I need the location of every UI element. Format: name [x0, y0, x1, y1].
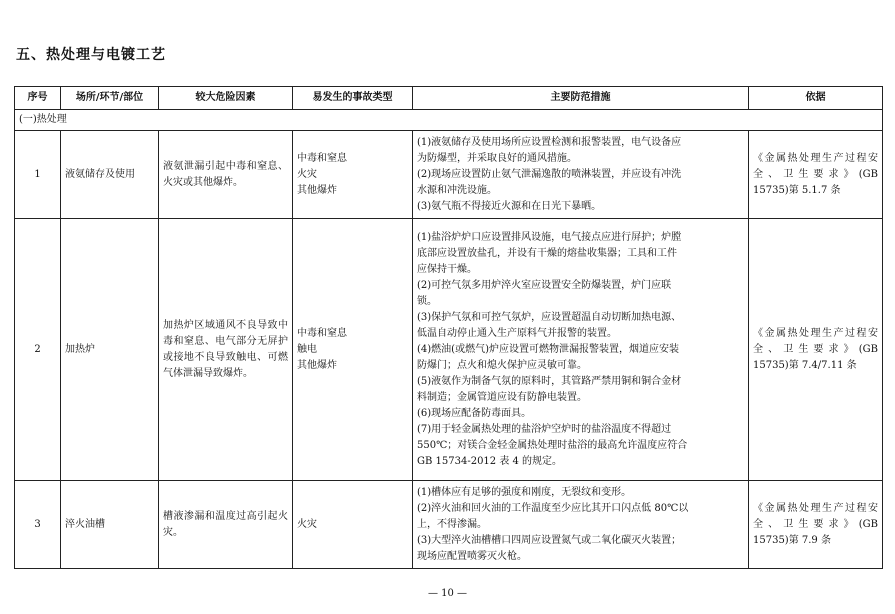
header-place: 场所/环节/部位	[61, 87, 159, 110]
row-hazard: 加热炉区域通风不良导致中毒和窒息、电气部分无屏护或接地不良导致触电、可燃气体泄漏导致爆炸。	[159, 219, 293, 481]
table-row	[15, 131, 883, 219]
measure-line: (2)现场应设置防止氨气泄漏逸散的喷淋装置，并应设有冲洗	[417, 168, 682, 180]
row-place: 淬火油槽	[61, 481, 159, 569]
row-accidents	[293, 481, 413, 569]
measure-line: (6)现场应配备防毒面具。	[417, 407, 532, 419]
accident-type: 触电	[297, 343, 317, 355]
measure-line: 现场应配置喷雾灭火枪。	[417, 550, 527, 562]
row-no: 3	[15, 481, 61, 569]
row-measures	[413, 481, 749, 569]
accident-type: 中毒和窒息	[297, 152, 347, 164]
accident-type: 其他爆炸	[297, 359, 337, 371]
table-row	[15, 481, 883, 569]
measure-line: 应保持干燥。	[417, 263, 477, 275]
measure-line: (1)槽体应有足够的强度和刚度，无裂纹和变形。	[417, 486, 632, 498]
row-hazard: 液氨泄漏引起中毒和窒息、火灾或其他爆炸。	[159, 131, 293, 219]
row-accidents	[293, 219, 413, 481]
measure-line: (3)大型淬火油槽槽口四周应设置氮气或二氧化碳灭火装置；	[417, 534, 682, 546]
section-heading: 五、热处理与电镀工艺	[16, 47, 166, 63]
measure-line: GB 15734-2012 表 4 的规定。	[417, 455, 563, 467]
measure-line: 料制造；金属管道应设有防静电装置。	[417, 391, 587, 403]
measure-line: (3)保护气氛和可控气氛炉，应设置超温自动切断加热电源、	[417, 311, 682, 323]
header-no: 序号	[15, 87, 61, 110]
row-accidents	[293, 131, 413, 219]
row-place: 加热炉	[61, 219, 159, 481]
measure-line: 防爆门；点火和熄火保护应灵敏可靠。	[417, 359, 587, 371]
row-measures	[413, 131, 749, 219]
accident-type: 中毒和窒息	[297, 327, 347, 339]
row-place: 液氨储存及使用	[61, 131, 159, 219]
measure-line: 底部应设置放盐孔，并设有干燥的熔盐收集器；工具和工件	[417, 247, 677, 259]
measure-line: (2)淬火油和回火油的工作温度至少应比其开口闪点低 80℃以	[417, 502, 689, 514]
page-number: — 10 —	[427, 588, 468, 599]
accident-type: 其他爆炸	[297, 184, 337, 196]
measure-line: (2)可控气氛多用炉淬火室应设置安全防爆装置，炉门应联	[417, 279, 672, 291]
header-basis: 依据	[749, 87, 883, 110]
measure-line: (7)用于轻金属热处理的盐浴炉空炉时的盐浴温度不得超过	[417, 423, 672, 435]
measure-line: 锁。	[417, 295, 437, 307]
accident-type: 火灾	[297, 518, 317, 530]
measure-line: 低温自动停止通入生产原料气并报警的装置。	[417, 327, 617, 339]
row-no: 2	[15, 219, 61, 481]
header-measures: 主要防范措施	[413, 87, 749, 110]
table-row	[15, 219, 883, 481]
row-basis: 《金属热处理生产过程安全、卫生要求》(GB 15735)第 7.9 条	[749, 481, 883, 569]
row-basis: 《金属热处理生产过程安全、卫生要求》(GB 15735)第 5.1.7 条	[749, 131, 883, 219]
row-no: 1	[15, 131, 61, 219]
measure-line: 550℃；对镁合金轻金属热处理时盐浴的最高允许温度应符合	[417, 439, 688, 451]
measure-line: (4)燃油(或燃气)炉应设置可燃物泄漏报警装置，烟道应安装	[417, 343, 679, 355]
measure-line: 为防爆型，并采取良好的通风措施。	[417, 152, 577, 164]
table-header-row	[15, 87, 883, 110]
accident-type: 火灾	[297, 168, 317, 180]
measure-line: (1)盐浴炉炉口应设置排风设施，电气接点应进行屏护；炉膛	[417, 231, 682, 243]
hazard-table	[14, 86, 883, 569]
section-label: (一)热处理	[15, 110, 883, 131]
measure-line: (1)液氨储存及使用场所应设置检测和报警装置，电气设备应	[417, 136, 682, 148]
measure-line: (5)液氨作为制备气氛的原料时，其管路严禁用铜和铜合金材	[417, 375, 682, 387]
header-accidents: 易发生的事故类型	[293, 87, 413, 110]
row-measures	[413, 219, 749, 481]
measure-line: (3)氨气瓶不得接近火源和在日光下暴晒。	[417, 200, 602, 212]
measure-line: 上，不得渗漏。	[417, 518, 487, 530]
measure-line: 水源和冲洗设施。	[417, 184, 497, 196]
section-row	[15, 110, 883, 131]
row-hazard: 槽液渗漏和温度过高引起火灾。	[159, 481, 293, 569]
header-hazard: 较大危险因素	[159, 87, 293, 110]
row-basis: 《金属热处理生产过程安全、卫生要求》(GB 15735)第 7.4/7.11 条	[749, 219, 883, 481]
